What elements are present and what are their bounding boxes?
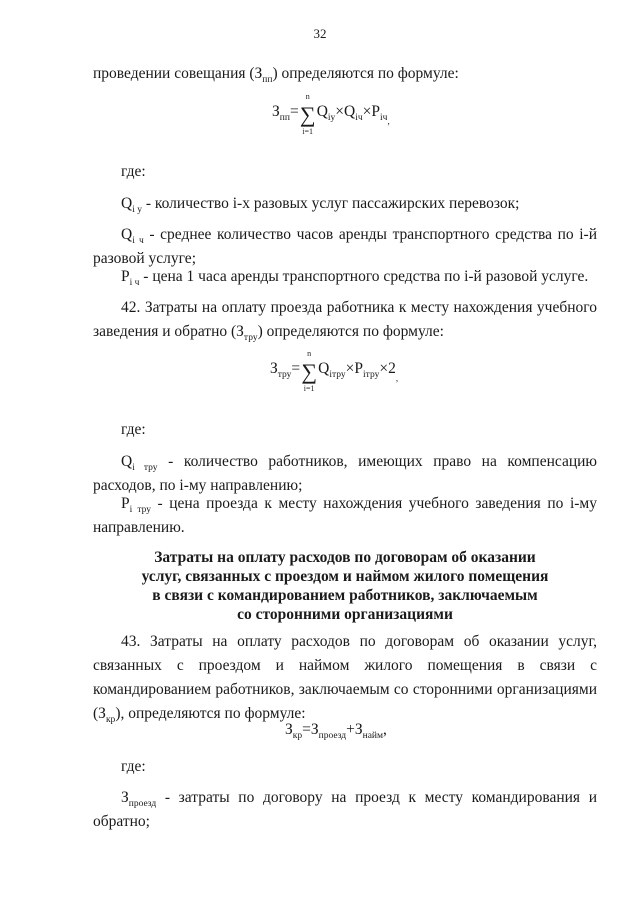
definition-z-proezd: $З_{проезд}$ - затраты по договору на проезд к месту командирования и обратно; xyxy=(93,789,597,830)
intro-paragraph: проведении совещания $(З_{пп})$ определяются по формуле: xyxy=(93,65,459,85)
where-label-2: где: xyxy=(121,421,146,438)
definition-q-itru: $Q_{i тру}$ - количество работников, имеющих право на компенсацию расходов, по i-му направлению; xyxy=(93,453,597,494)
formula-z-tru: $З_{тру}=$ n ∑ i=1 $Q_{iтру}\times P_{iтру}\times 2$, xyxy=(270,349,399,393)
where-label-3: где: xyxy=(121,758,146,775)
paragraph-42: 42. Затраты на оплату проезда работника к месту нахождения учебного заведения и обратно $(З_{тру})$ определяются по формуле: xyxy=(93,299,597,343)
definition-p-ich: $P_{i ч}$ - цена 1 часа аренды транспортного средства по i-й разовой услуге. xyxy=(121,268,589,288)
definition-q-ich: $Q_{i ч}$ - среднее количество часов аренды транспортного средства по i-й разовой услуге; xyxy=(93,226,597,267)
sum-symbol: n ∑ i=1 xyxy=(301,349,318,393)
definition-p-itru: $P_{i тру}$ - цена проезда к месту нахождения учебного заведения по i-му направлению. xyxy=(93,495,597,536)
definition-q-iu: $Q_{i у}$ - количество i-х разовых услуг пассажирских перевозок; xyxy=(121,195,520,215)
formula-z-kr: $З_{кр}=З_{проезд}+З_{найм}$, xyxy=(285,721,387,741)
page-number: 32 xyxy=(313,26,327,41)
sum-symbol: n ∑ i=1 xyxy=(299,92,316,136)
section-heading: Затраты на оплату расходов по договорам об оказании услуг, связанных с проездом и наймом жилого помещения в связи с командированием работников, заключаемым со сторонними организациями xyxy=(141,549,549,623)
where-label-1: где: xyxy=(121,163,146,180)
formula-z-pp: $З_{пп}=$ n ∑ i=1 $Q_{iу}\times Q_{iч}\times P_{iч}$, xyxy=(272,92,390,136)
paragraph-43: 43. Затраты на оплату расходов по договорам об оказании услуг, связанных с проездом и наймом жилого помещения в связи с командированием работников, заключаемым со сторонними организациями $(З_{кр})$, определяются по формуле: xyxy=(93,633,597,725)
